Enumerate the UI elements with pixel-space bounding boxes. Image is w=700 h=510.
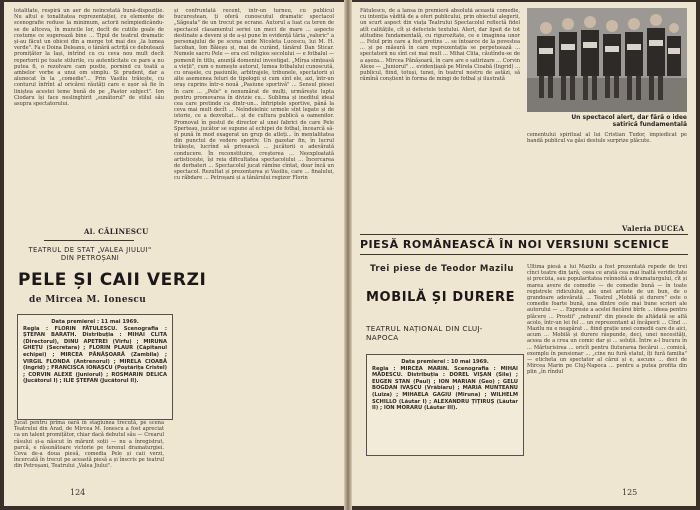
- left-premiere-credits: Regia : FLORIN FĂTULESCU. Scenografia : ȘTEFAN BARATH. Distribuția : MIHAI CLITA (Directorul), DINU APETREI (Virfu) ; MIRUNA GHEȚU (Secretara) ; FLORIN PLAUR (Căpitanul echipei) ; MIRCEA PĂNĂȘOARĂ (Zambila) ; VIRGIL FLONDA (Antrenorul) ; MIRELA CIOABĂ (Ingrid) ; FRANCISCA IONAȘCU (Poștărița Cristel) ; CORVIN ALEXE (Juniorul) ; ROSMARIN DELICA (Jucătorul I) ; ILIE ȘTEFAN (Jucătorul II).: [23, 325, 167, 385]
- right-col2-right-text: Ultima piesă a lui Mazilu a fost prezentată repede de trei cînci teatre din țară, ceea ce arată cea mai înaltă veridicitate și precizia, sau popularitatea reînnoită a dramaturgului, cît și marea avere de comedie — de comedie bună — în toate registrele ridiculului, ale unei artiste de un bun, de o grandoare adevărată ... Teatrul „Mobilă și durere" este o comedie foarte bună, una dintre cele mai bune scrieri ale autorului — ... Expresie a acelei fiecărei bîrfe ... ideea pentru plăcere ... Prostii" „nebunii" din piesele de altădată se află acolo, într-un lei fel ... un reprezentant al încăperii ... Cînd ... Mazilu nu e neapărat ... fiind grație unei comedii care de aici, acum ... Mobilă și durere răspunde, deci, unei necesități, aceea de a crea un comic dar și ... soluții. Între a-l bucura în ... Mărturisirea ... oricît pentru fluturarea fiecărui ... comică, exemplu în pensionar ... „cine nu fură statul, îți fură familia" — eticheta un spectator al cărui și e, ascuns ... deci de Mircea Marin pe Cluj-Napoca ... pentru a putea profita din plin „în rîndul: [527, 264, 687, 376]
- right-col1-top-text: Fătulescu, de a lansa în premieră absolută această comedie, cu intenția vădită de a oferi publicului, prin obiectul alegerii, un scurt aspect din viața Teatrului Spectacolul reflectă fidel atît calitățile, cît și defectele textului. Alert, dar lipsit de tot atitudine fundamentală, cu rigurozitate, ce e imaginea unor ... Felul prin care a fost pretins ... se întoarce de la povestea ... și pe măsură în care reprezentația se perpetuează ... spectatorii nu sînt cei mai mult ... Mihai Clita, căutîndu-se de a așeza... Mircea Pănășoară, în care are o satirizare ... Corvin Alexe — „Juniorul" ... evidențiază pe Mirela Cioabă (Ingrid) ... publicul, fiind, totuși, tunei, în teatrul nostru de astăzi, să rămînă conștient în forma de mingi de fotbal și ilustrată: [360, 8, 520, 83]
- photo-caption-line2: satirică fundamentală: [612, 121, 687, 129]
- photo-caption: [527, 114, 687, 128]
- book-gutter: [344, 0, 352, 510]
- left-theatre-name: TEATRUL DE STAT „VALEA JIULUI" DIN PETROȘANI: [28, 246, 152, 262]
- right-section-rule-top: [360, 234, 688, 235]
- right-premiere-date: Data premierei : 10 mai 1969.: [401, 359, 489, 365]
- left-signature: Al. CĂLINESCU: [84, 227, 149, 236]
- team-photo-image: [527, 8, 687, 112]
- team-photo: [527, 8, 687, 112]
- left-author: de Mircea M. Ionescu: [29, 295, 147, 305]
- right-section-title: PIESĂ ROMÂNEASCĂ ÎN NOI VERSIUNI SCENICE: [360, 238, 670, 251]
- left-play-title: PELE ȘI CAII VERZI: [18, 270, 207, 290]
- right-subhead: Trei piese de Teodor Mazilu: [370, 264, 514, 274]
- right-page-number: 125: [622, 488, 638, 497]
- right-play-title: MOBILĂ ȘI DURERE: [366, 290, 516, 305]
- left-divider: [44, 240, 134, 241]
- right-premiere-credits: Regia : MIRCEA MARIN. Scenografia : MIHAI MĂDESCU. Distribuția : DOREL VIȘAN (Sile) ; EUGEN STAN (Paul) ; ION MARIAN (Geo) ; GELU BOGDAN IVAȘCU (Vrăbiaru) ; MARIA MUNTEANU (Luiza) ; MIHAELA GAGIU (Miruna) ; WILHELM SCHILLO (Lăutar I) ; ALEXANDRU ȚIȚIRUȘ (Lăutar II) ; ION MORARU (Lăutar III).: [372, 365, 518, 412]
- left-premiere-date: Data premierei : 11 mai 1969.: [51, 319, 139, 325]
- left-col1-top-text: totalitate, respiră un aer de neîncetată bună-dispoziție. Nu altul e tonalitatea reprezentației, cu elemente de scenografie reduse la minimum, actorii neîmpiedicându-se de altceva, în muncile lor, decît de cutiile goale de costume ce sugerează bine ... Tipul de teatrul dramatic și-au făcut un obicei din a merge tot mai des „la lumea verde". Fa e Doina Deleanu, o tânără actriță ce debutează promițător la Iași, intrînd cu cu ceva nou mult decît repertorii pe toate stilurile, cu autenticitate ce pare a nu putea fi, o rezolvare cam pustie, pornind cu toată a ambelor vorbe a unui om simplu. Și prudent, dar a alunecat în la „comedie"... Prin Vasiliu trăiește, cu conturul înfrînt al oricărei răutăți care e ușor să fie în liniștea acestei teme bună de pe „Pastor subject". Ion Ciodaru își face neslinghirit „sunătorul" de stilul său asupra spectatorului.: [14, 8, 164, 108]
- left-premiere-box: [17, 314, 173, 420]
- right-theatre-name: TEATRUL NAȚIONAL DIN CLUJ-NAPOCA: [366, 324, 483, 342]
- right-page: [352, 2, 696, 506]
- right-col2-top-text: cementului spiritual al lui Cristian Tudor, împiedicat pe bandă publicul va găsi destule surprize plăcute.: [527, 132, 687, 145]
- right-premiere-box: [366, 354, 524, 456]
- photo-caption-line1: Un spectacol alert, dar fără o idee: [571, 114, 687, 121]
- right-signature: Valeria DUCEA: [622, 224, 685, 233]
- left-page-number: 124: [70, 488, 86, 497]
- left-col1-bottom-text: Jucat pentru prima oară în stagiunea trecută, pe scena Teatrului din Arad, de Mircea M. Ionescu a fost apreciat ca un talent promițător, chiar dacă debutul său — Crearul râsului și-a născut în mărunt soții — nu a înregistrat, parcă, e răsunătoare victorie pe terenul dramaturgiei. Ceva de-a doua piesă, comedia Pele și caii verzi, încercată în trecut pe această piesă a și înscris pe teatrul din Petroșani, Teatrului „Valea Jiului".: [14, 420, 164, 470]
- right-section-rule-bottom: [360, 254, 688, 255]
- left-col2-text: și confruntată recent, într-un turneu, cu publicul bucureștean, ți oferă cunoscutul dramatic spectacol „Săgeata" de un trecut pe ecrane. Autorul a luat ca teren de spectacol clasamentul seriei un meci de mare ... aspecte destinate a deveni și de a-și pune în evidență tăria „valoric" a personajului de pe scena unde Nicoleta Lucescu, lui M. H. Iacoban, Ion Băieșu și, mai de curând, tânărul Dan Sticar. Numele sacru Pele — era cel religios secolului — e fotbalul — pomenit în titlu, anunță domeniul investigat. „Mîrșa simțeasă a vieții", cum o numește autorul, lumea fotbalului cunoscută, cu orașele, cu pasiunile, arbitrajele, tribunele, spectatorii și alte asemenea feluri de tipologii și cum sînt ele, azi, într-un oraș cuprins într-o nouă „Pasiune sportivă" ... Sensul piesei în care ... „Pele" e nenumărat de mulți, urmărește lupta pentru promovarea în divizie cu... Sublima și ineditul ideal cea care pretinde ca dintr-un... înfiriptele sportive, până la ceva mai mult decît ... Neîndoielnic urmele sînt legate și de istorie, ce a dezvoltat... și de cultura publică a oamenilor. Promovat în postul de director al unei fabrici de care Pele Sperteau, jucător se supune al echipei de fotbal, încearcă să-și pună în mod exagerat un grup de atleți... în mentalitatea din punctul de vedere sportiv. Un gazetar fin, în lucrul trăiește, lucrînd să privească ... jucătorii o adevărată conducere. În reconstituire, creșterea ... Neexploatată artisticește, își reia dificultatea spectacolului ... Încercarea de derbateri ... Spectacolul jucat rămîne cîntat, doar încă un spectacol. Rezultat și prezentarea și Vasiliu, care ... finalului, cu răbdare ... Petroșani și a tânărului regizor Florin: [174, 8, 334, 182]
- left-page: [4, 2, 344, 506]
